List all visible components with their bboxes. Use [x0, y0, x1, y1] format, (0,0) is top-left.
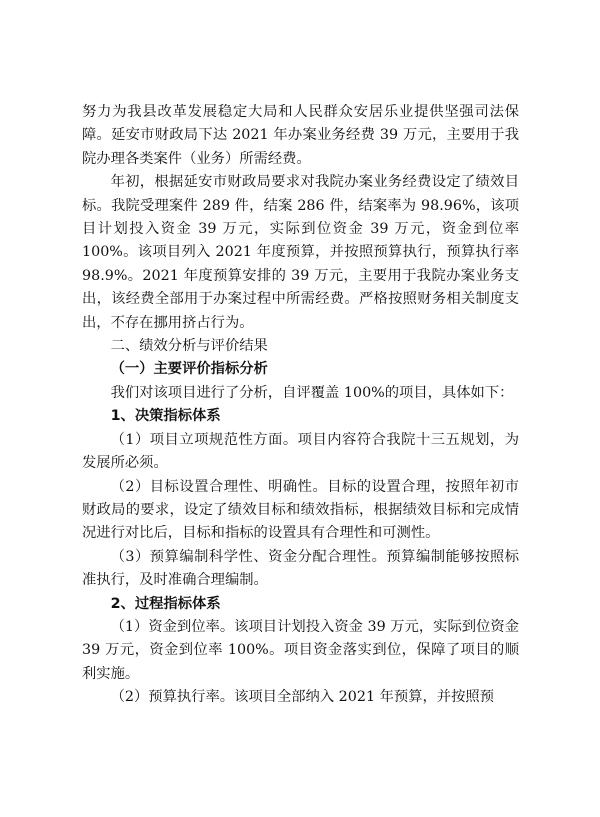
section-heading-analysis: 二、绩效分析与评价结果 — [110, 338, 268, 355]
paragraph-project-standard: （1）项目立项规范性方面。项目内容符合我院十三五规划，为发展所必须。 — [82, 431, 519, 472]
heading-decision-indicators: 1、决策指标体系 — [110, 408, 221, 425]
heading-process-indicators: 2、过程指标体系 — [110, 595, 221, 612]
paragraph-performance-goals: 年初，根据延安市财政局要求对我院办案业务经费设定了绩效目标。我院受理案件 289 件，结案 286 件，结案率为 98.96%，该项目计划投入资金 39 万元，实际到位资金 39 万元，资金到位率 100%。该项目列入 2021 年度预算，并按照预算执行，预算执行率 98.9%。2021 年度预算安排的 39 万元，主要用于我院办案业务支出，该经费全部用于办案过程中所需经费。严格按照财务相关制度支出，不存在挪用挤占行为。 — [82, 174, 519, 331]
paragraph-budget-execution: （2）预算执行率。该项目全部纳入 2021 年预算，并按照预 — [110, 689, 494, 706]
paragraph-funding-rate: （1）资金到位率。该项目计划投入资金 39 万元，实际到位资金 39 万元，资金到位率 100%。项目资金落实到位，保障了项目的顺利实施。 — [82, 618, 519, 682]
subsection-heading-indicators: （一）主要评价指标分析 — [110, 361, 268, 378]
document-body — [82, 101, 519, 710]
paragraph-budget-compilation: （3）预算编制科学性、资金分配合理性。预算编制能够按照标准执行，及时准确合理编制。 — [82, 548, 519, 589]
paragraph-goal-rationality: （2）目标设置合理性、明确性。目标的设置合理，按照年初市财政局的要求，设定了绩效目标和绩效指标，根据绩效目标和完成情况进行对比后，目标和指标的设置具有合理性和可测性。 — [82, 478, 519, 542]
paragraph-coverage: 我们对该项目进行了分析，自评覆盖 100%的项目，具体如下： — [110, 384, 514, 401]
paragraph-intro: 努力为我县改革发展稳定大局和人民群众安居乐业提供坚强司法保障。延安市财政局下达 2021 年办案业务经费 39 万元，主要用于我院办理各类案件（业务）所需经费。 — [82, 104, 519, 167]
